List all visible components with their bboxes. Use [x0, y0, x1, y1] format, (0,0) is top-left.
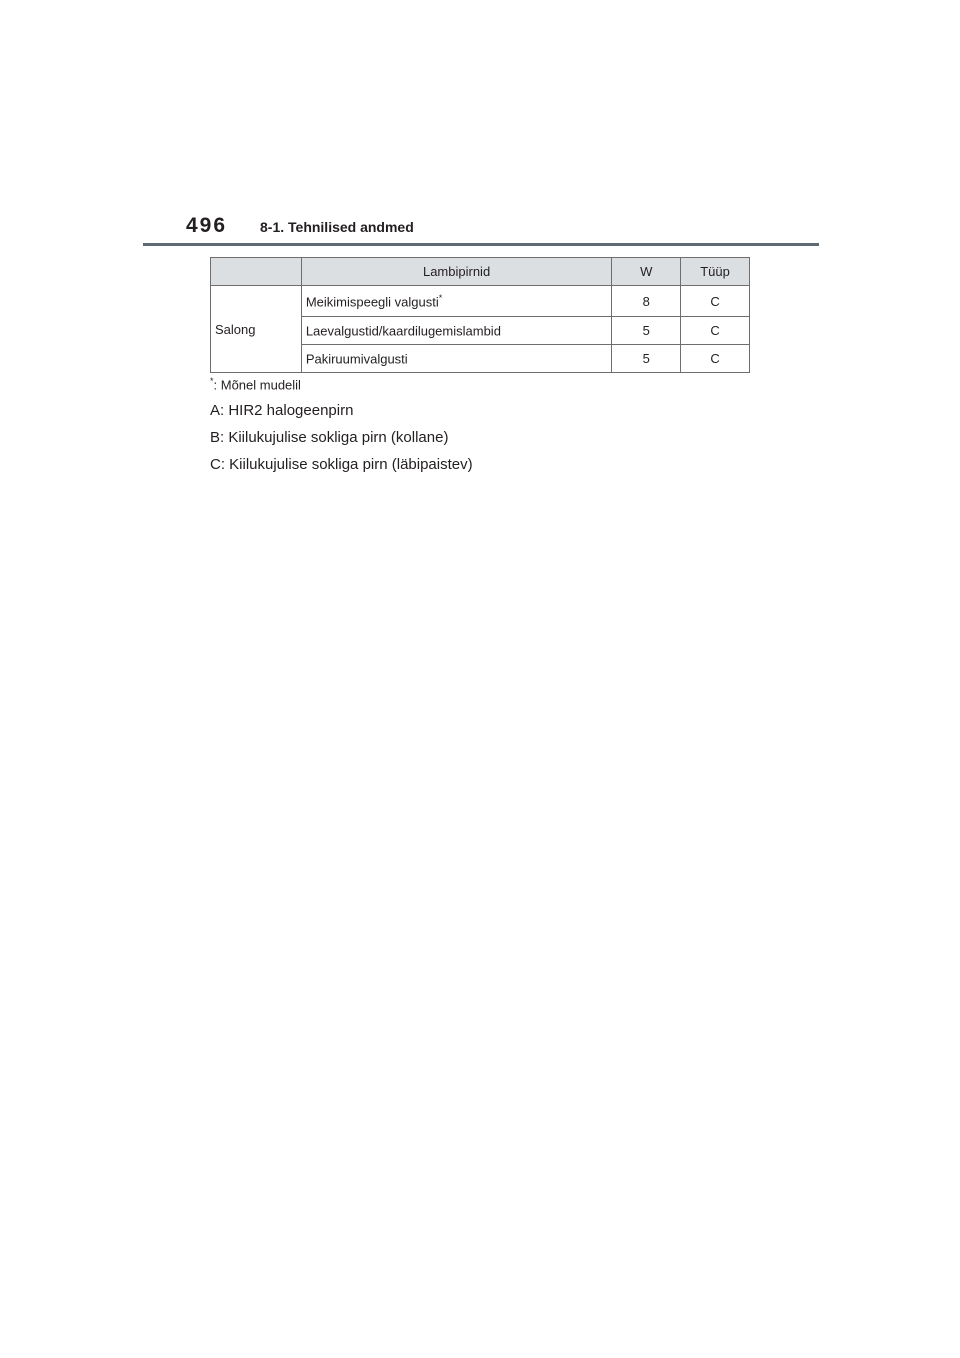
header-divider [143, 243, 819, 246]
table-header-row [211, 258, 750, 286]
bulb-name-text: Meikimispeegli valgusti [305, 294, 439, 310]
bulb-name [301, 345, 612, 373]
bulb-name-text: Pakiruumivalgusti [305, 351, 408, 367]
section-title: 8-1. Tehnilised andmed [260, 219, 414, 235]
bulb-type: C [681, 345, 750, 373]
group-label: Salong [211, 286, 302, 373]
bulb-watt: 5 [612, 345, 681, 373]
bulb-name-text: Laevalgustid/kaardilugemislambid [305, 323, 501, 339]
legend-item-c: C: Kiilukujulise sokliga pirn (läbipaistev) [210, 456, 473, 473]
bulb-watt: 8 [612, 286, 681, 317]
column-header-watt: W [612, 258, 681, 286]
column-header-group [211, 258, 302, 286]
footnote-asterisk: * [210, 376, 214, 386]
bulb-type: C [681, 317, 750, 345]
footnote-mark: * [438, 292, 443, 303]
bulb-watt: 5 [612, 317, 681, 345]
page-number: 496 [186, 214, 228, 237]
footnote-text: : Mõnel mudelil [213, 377, 301, 393]
table-row [211, 286, 750, 317]
bulb-type: C [681, 286, 750, 317]
bulb-name [301, 317, 612, 345]
bulb-table [210, 257, 750, 373]
column-header-type: Tüüp [681, 258, 750, 286]
legend-item-a: A: HIR2 halogeenpirn [210, 402, 354, 419]
column-header-bulbs: Lambipirnid [301, 258, 612, 286]
legend-item-b: B: Kiilukujulise sokliga pirn (kollane) [210, 429, 449, 446]
bulb-name [301, 286, 612, 317]
footnote [210, 376, 301, 392]
